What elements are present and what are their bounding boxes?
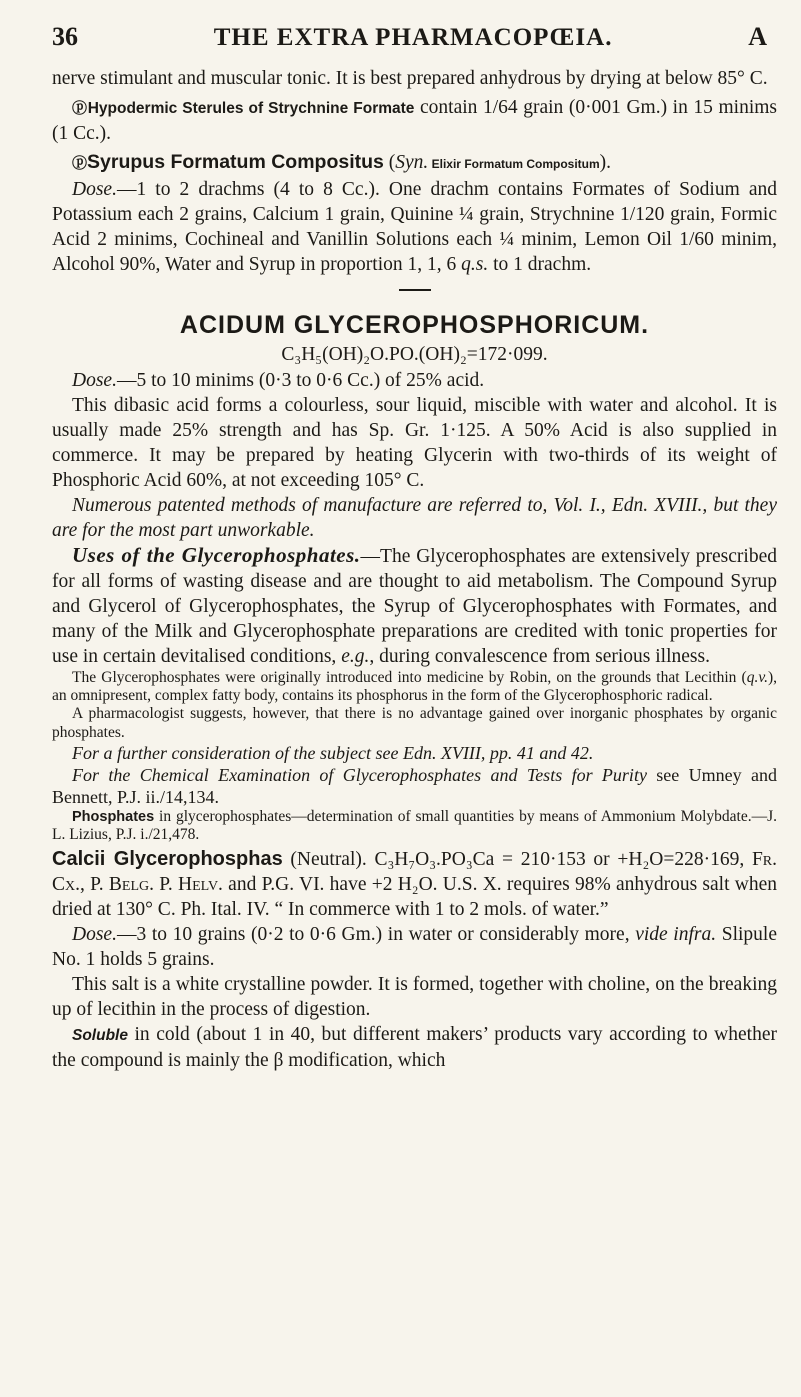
syrupus-dose-label: Dose. [72,179,117,200]
intro-paragraph: nerve stimulant and muscular tonic. It is best prepared anhydrous by drying at below 85° C. [52,68,768,89]
calcii-soluble-label: Soluble [72,1027,128,1045]
uses-eg: e.g. [341,646,370,667]
note-phosphates [52,808,777,844]
calcii-dose-text: —3 to 10 grains (0·2 to 0·6 Gm.) in water or considerably more, [116,924,636,946]
note-robin-pre: The Glycerophosphates were originally introduced into medicine by Robin, on the grounds that Lecithin ( [72,669,747,686]
section-letter: A [748,22,767,51]
uses-text: —The Glycerophosphates are extensively prescribed for all forms of wasting disease and are thought to aid metabolism. The Compound Syrup and Glycerol of Glycerophosphates, the Syrup of Glycerophosphates with Formates, and many of the Milk and Glycerophosphate preparations are credited with tonic properties for use in certain devitalised conditions, [52,546,777,667]
note-phosphates-lead: Phosphates [72,808,155,825]
note-phosphates-text: in glycerophosphates—determination of small quantities by means of Ammonium Molybdate.—J. L. Lizius, P.J. i./21,478. [52,807,777,844]
preparation-mark-icon: ⓟ [72,99,88,117]
calcii-soluble [52,1022,777,1073]
acidum-dose [52,368,777,393]
syrupus-syn-close: ). [599,152,612,173]
acidum-description: This dibasic acid forms a colourless, sour liquid, miscible with water and alcohol. It is usually made 25% strength and has Sp. Gr. 1·125. A 50% Acid is also supplied in commerce. It may be prepared by heating Glycerin with two-thirds of its weight of Phosphoric Acid 60%, at not exceeding 105° C. [52,395,777,491]
syrupus-title-entry [52,150,777,177]
acidum-dose-text: —5 to 10 minims (0·3 to 0·6 Cc.) of 25% acid. [116,370,485,391]
syrupus-title: Syrupus Formatum Compositus [87,151,384,173]
calcii-dose-end: Slipule No. 1 holds 5 grains. [52,924,777,971]
calcii-soluble-text: in cold (about 1 in 40, but different makers’ products vary according to whether the compound is mainly the β modification, which [52,1024,777,1072]
note-chem-exam-title: For the Chemical Examination of Glycerophosphates and Tests for Purity [72,764,647,785]
running-header [52,22,767,52]
acidum-patents-note: Numerous patented methods of manufacture are referred to, Vol. I., Edn. XVIII., but they are for the most part unworkable. [52,495,777,541]
sterules-text: contain 1/64 grain (0·001 Gm.) in 15 minims (1 Cc.). [52,97,777,144]
note-pharmacologist: A pharmacologist suggests, however, that there is no advantage gained over inorganic phosphates by organic phosphates. [52,705,777,741]
note-chem-exam [52,764,777,808]
syrupus-dose-text: —1 to 2 drachms (4 to 8 Cc.). One drachm contains Formates of Sodium and Potassium each 2 grains, Calcium 1 grain, Quinine ¼ grain, Strychnine 1/120 grain, Formic Acid 2 minims, Cochineal and Vanillin Solutions each ¼ minim, Lemon Oil 1/60 minim, Alcohol 90%, Water and Syrup in proportion 1, 1, 6 [52,179,777,275]
syrupus-dose-end: to 1 drachm. [488,254,592,275]
calcii-text-a: (Neutral). C₃H₇O₃.PO₃Ca = 210·153 or +H₂O=228·169, [282,849,752,871]
syrupus-syn-label: Syn. [395,152,429,173]
page-number: 36 [52,22,78,51]
section-divider [399,289,431,291]
calcii-title: Calcii Glycerophosphas [52,848,283,871]
acidum-dose-label: Dose. [72,370,117,391]
uses-text-end: , during convalescence from serious illness. [369,646,710,667]
note-robin-post: ), an omnipresent, complex fatty body, contains its phosphorus in the form of the Glycerophosphoric radical. [52,669,777,705]
calcii-entry [52,847,777,922]
acidum-heading: ACIDUM GLYCEROPHOSPHORICUM. [179,311,650,339]
calcii-description: This salt is a white crystalline powder. It is formed, together with choline, on the breaking up of lecithin in the process of digestion. [52,974,777,1021]
note-robin-qv: q.v. [746,669,768,686]
running-title: THE EXTRA PHARMACOPŒIA. [213,24,613,51]
calcii-vide: vide infra. [635,924,717,946]
acidum-formula: C₃H₅(OH)₂O.PO.(OH)₂=172·099. [281,344,548,365]
syrupus-qs: q.s. [461,254,489,275]
sterules-title: Hypodermic Sterules of Strychnine Formate [87,100,415,117]
note-chem-ref: Umney and Bennett, P.J. ii./14,134. [52,764,778,807]
calcii-dose [52,922,777,972]
syrupus-syn-open: ( [383,152,396,173]
uses-heading: Uses of the Glycerophosphates. [72,543,361,567]
calcii-dose-label: Dose. [72,924,117,946]
note-further: For a further consideration of the subject see Edn. XVIII, pp. 41 and 42. [72,742,594,763]
sterules-entry [52,95,777,146]
calcii-pharmacopoeias: Fr. Cx., P. Belg. P. Helv. [52,849,777,896]
note-chem-see: see [646,764,689,785]
calcii-text-b: and P.G. VI. have +2 H₂O. U.S. X. requires 98% anhydrous salt when dried at 130° C. Ph. Ital. IV. “ In commerce with 1 to 2 mols. of water.” [52,874,777,921]
syrupus-dose [52,177,777,277]
syrupus-syn-value: Elixir Formatum Compositum [428,157,600,171]
preparation-mark-icon: ⓟ [72,154,88,172]
uses-paragraph [52,543,777,669]
note-robin [52,669,777,705]
